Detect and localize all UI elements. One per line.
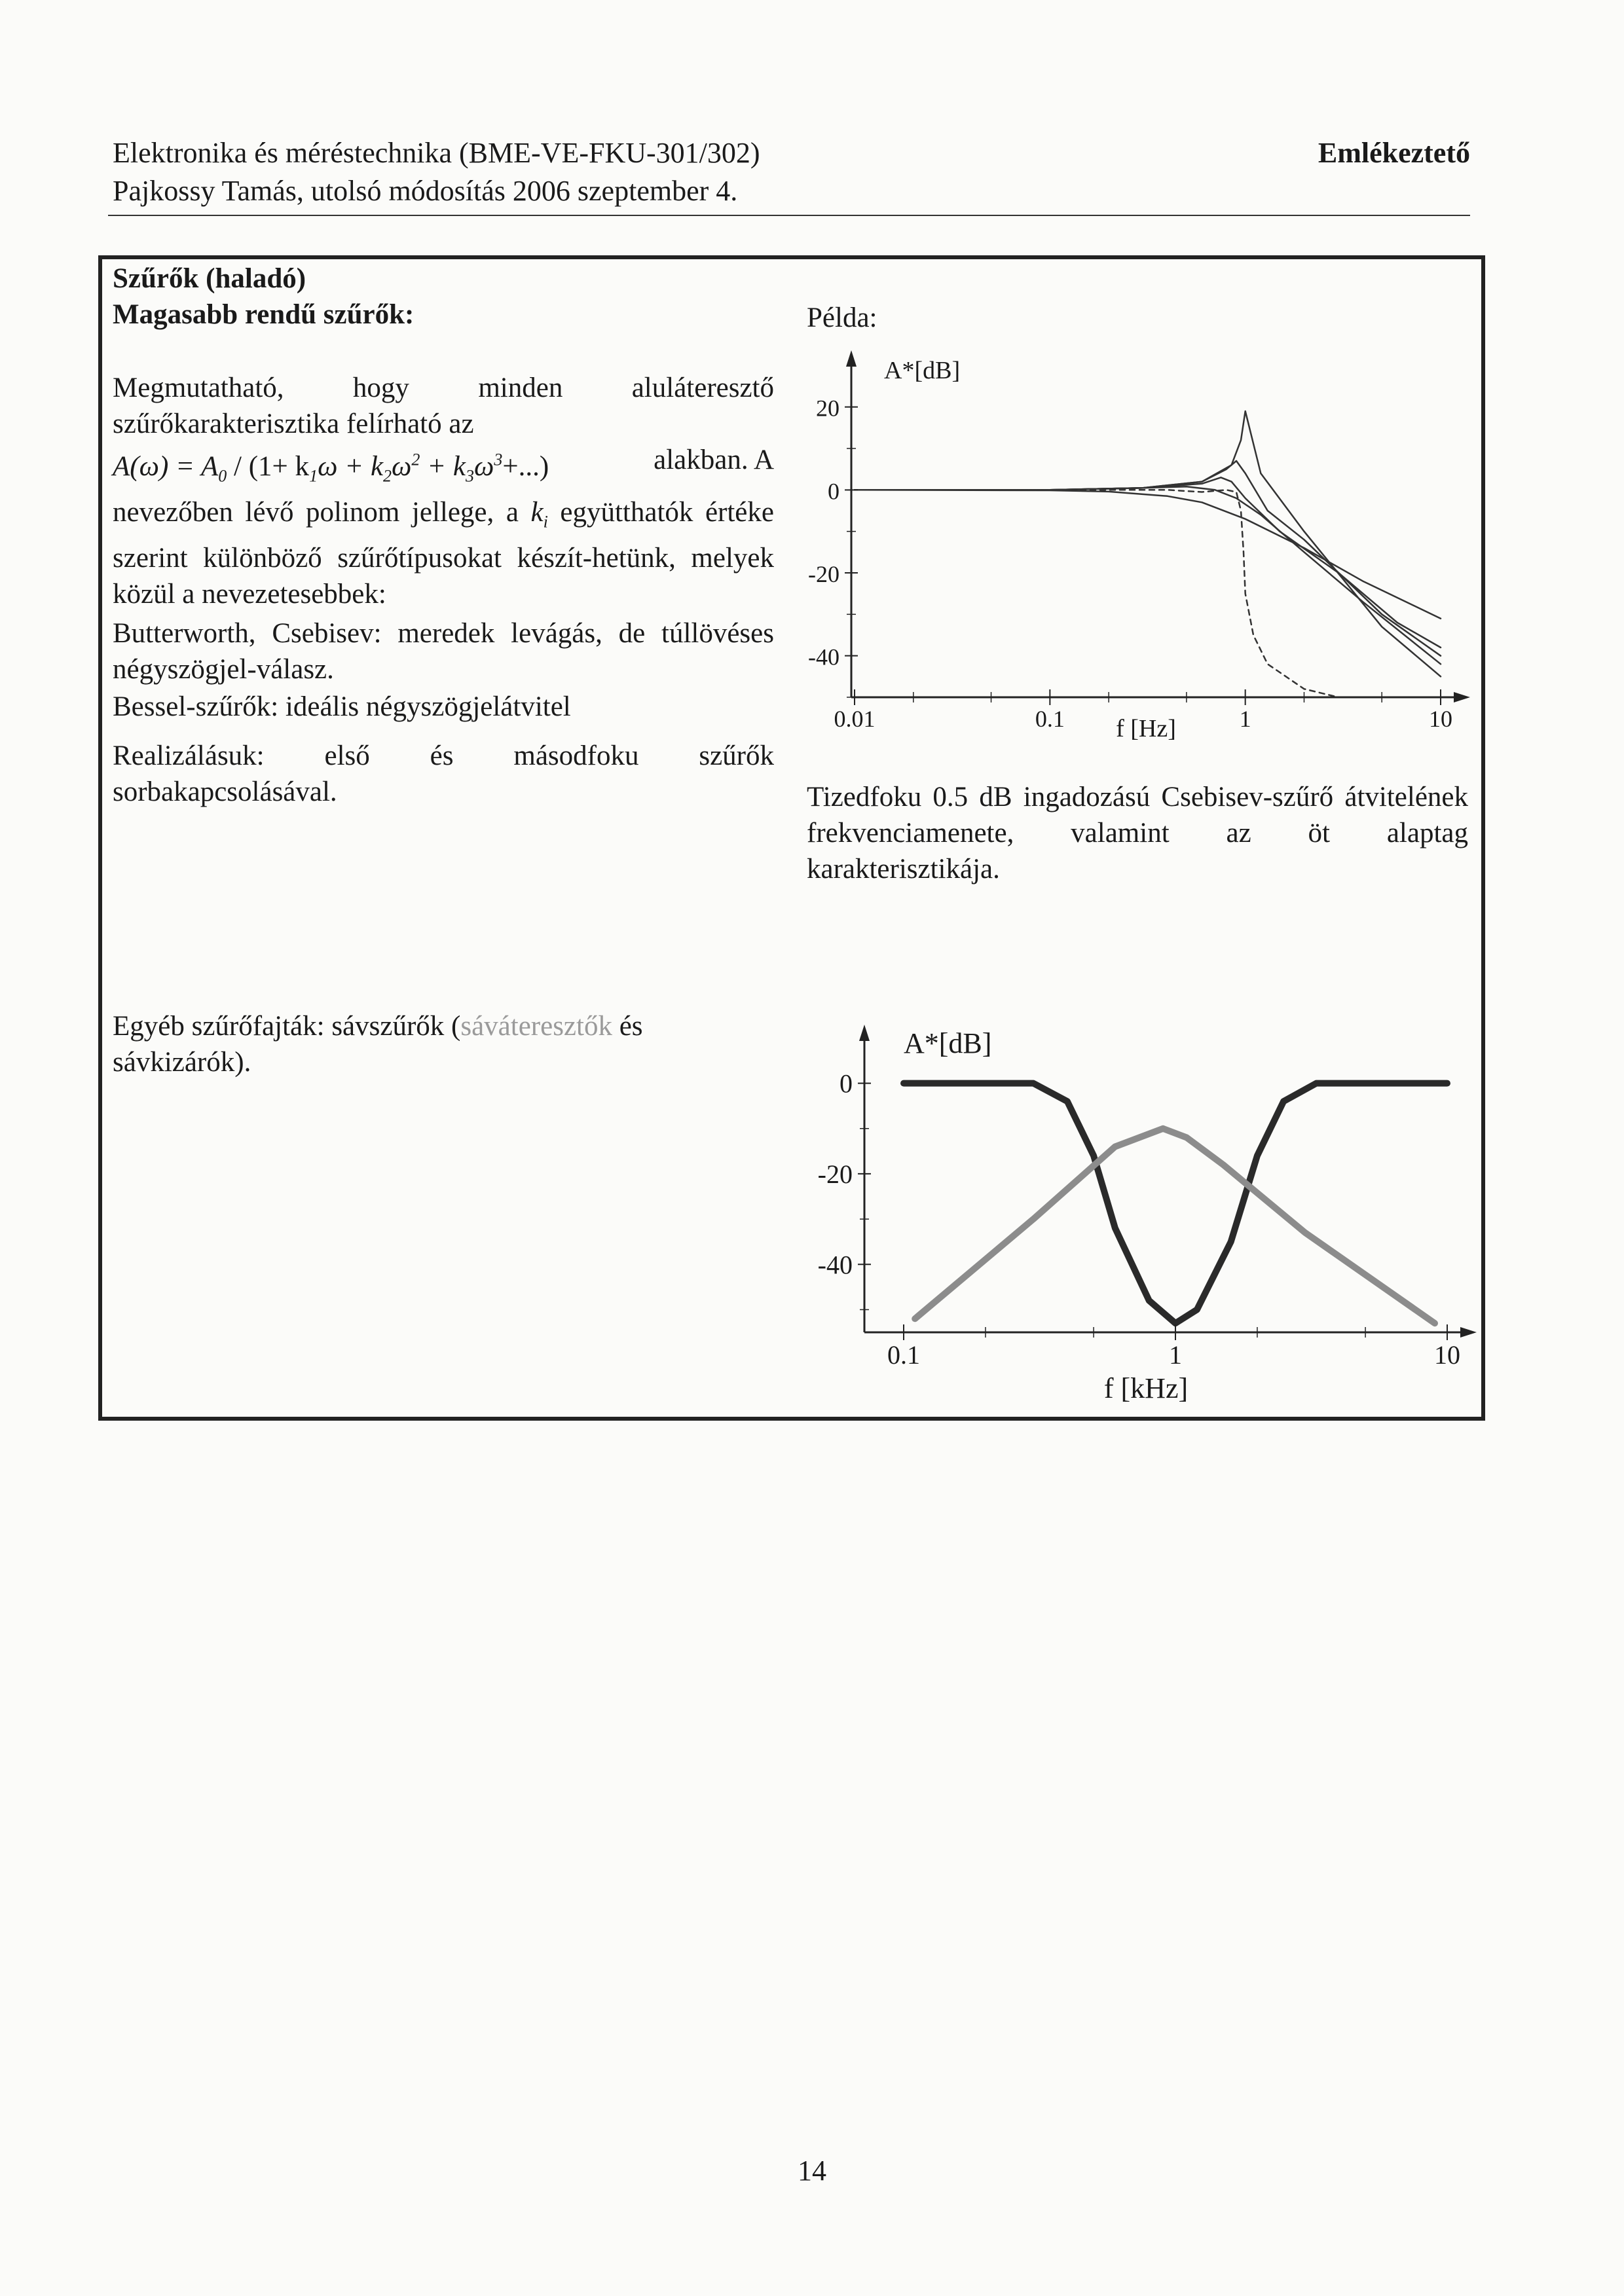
x-tick-label: 0.1 [1035,706,1065,732]
section-subtitle: Magasabb rendű szűrők: [113,299,415,330]
transfer-function-formula: $A(\omega) = A_0 / (1+ k_1\omega + k_2\omega^2 + k_3\omega^3+...)$ [113,450,549,486]
bandpass-term: sáváteresztők [460,1011,612,1042]
x-axis-label: f [kHz] [1103,1372,1189,1404]
band-filters-chart [766,982,1480,1421]
example-label: Példa: [807,302,877,333]
author-line: Pajkossy Tamás, utolsó módosítás 2006 szeptember 4. [113,175,738,207]
intro-text: Megmutatható, hogy minden aluláteresztő szűrőkarakterisztika felírható az [113,373,774,439]
y-tick-label: 0 [828,478,840,505]
x-axis-arrow [1460,1327,1477,1338]
header-label: Emlékeztető [1318,137,1470,169]
y-axis-label: A*[dB] [884,357,961,384]
series-line-2 [915,1129,1435,1323]
paragraph-realization: Realizálásuk: első és másodfoku szűrők sorbakapcsolásával. [113,740,774,807]
y-tick-label: -20 [817,1159,853,1189]
x-tick-label: 10 [1429,706,1452,732]
series-line-6 [855,490,1441,618]
y-axis-arrow [859,1025,870,1041]
y-axis-label: A*[dB] [904,1027,992,1059]
paragraph-intro [113,370,774,612]
course-title: Elektronika és méréstechnika (BME-VE-FKU-301/302) [113,137,760,169]
y-tick-label: 20 [816,395,840,422]
x-tick-label: 1 [1169,1340,1182,1370]
document-header [113,134,760,210]
y-tick-label: -40 [817,1250,853,1280]
chart1-caption: Tizedfoku 0.5 dB ingadozású Csebisev-szűrő átvitelének frekvenciamenete, valamint az öt alaptag karakterisztikája. [807,782,1468,884]
page-number: 14 [798,2155,826,2187]
y-tick-label: -40 [808,644,840,670]
y-axis-arrow [846,350,857,367]
paragraph-other-filters: Egyéb szűrőfajták: sávszűrők (sáváteresztők és sávkizárók). [113,1011,643,1078]
series-line-2 [855,411,1441,676]
x-axis-arrow [1454,692,1470,702]
y-tick-label: -20 [808,561,840,587]
formula-suffix: alakban. A [654,445,774,475]
x-tick-label: 0.1 [887,1340,920,1370]
x-axis-label: f [Hz] [1116,715,1176,742]
intro-text-3: együtthatók értéke szerint különböző szűrőtípusokat készít-hetünk, melyek közül a nevezetesebbek: [113,496,774,610]
intro-text-2: nevezőben lévő polinom jellege, a [113,496,531,528]
x-tick-label: 1 [1239,706,1251,732]
series-line-4 [855,477,1441,647]
x-tick-label: 10 [1434,1340,1460,1370]
paragraph-bessel: Bessel-szűrők: ideális négyszögjelátvitel [113,691,571,722]
paragraph-butterworth: Butterworth, Csebisev: meredek levágás, de túllövéses négyszögjel-válasz. [113,618,774,685]
x-tick-label: 0.01 [834,706,876,732]
section-title: Szűrők (haladó) [113,263,306,294]
series-line-1 [904,1084,1447,1324]
header-divider [108,215,1470,216]
ki-symbol: $k_i$ [530,496,548,532]
chebyshev-response-chart [766,347,1480,766]
y-tick-label: 0 [840,1068,853,1099]
